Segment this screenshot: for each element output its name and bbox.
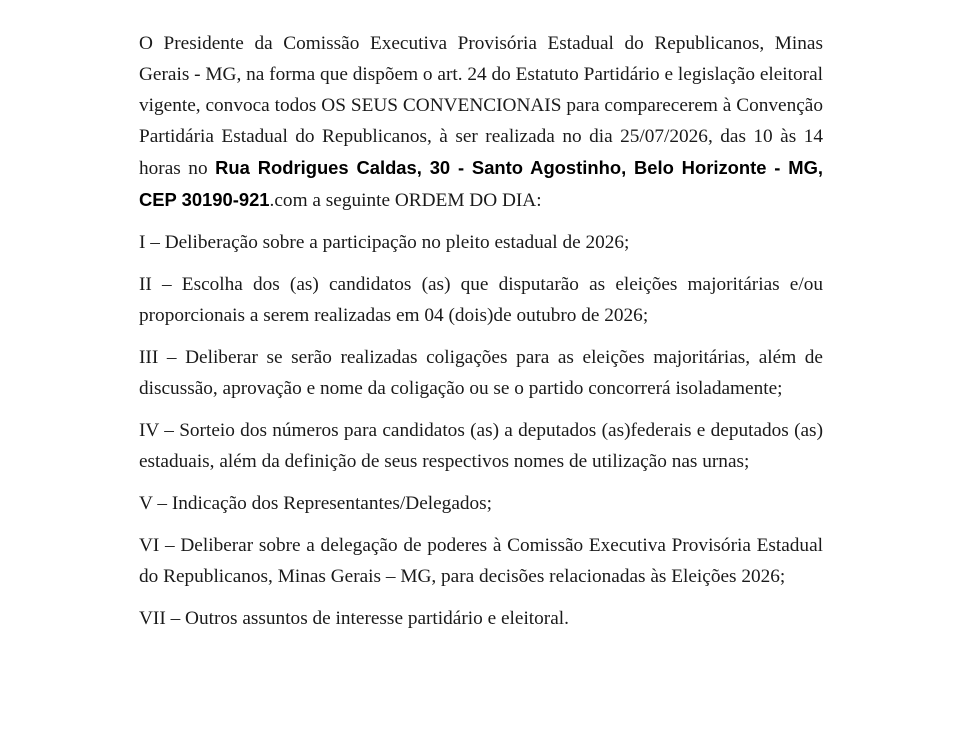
document-body — [139, 28, 823, 645]
intro-text: O Presidente da Comissão Executiva Provisória Estadual do Republicanos, Minas Gerais - MG, na forma que dispõem o art. 24 do Estatuto Partidário e legislação eleitoral vigente, convoca todos OS SEUS CONVENCIONAIS para comparecerem à Convenção Partidária Estadual do Republicanos, à ser realizada no dia 25/07/2026, das 10 às 14 horas no — [139, 33, 823, 179]
agenda-item-2: II – Escolha dos (as) candidatos (as) que disputarão as eleições majoritárias e/ou proporcionais a serem realizadas em 04 (dois)de outubro de 2026; — [139, 274, 823, 326]
agenda-item-6: VI – Deliberar sobre a delegação de poderes à Comissão Executiva Provisória Estadual do Republicanos, Minas Gerais – MG, para decisões relacionadas às Eleições 2026; — [139, 535, 823, 587]
convention-address: Rua Rodrigues Caldas, 30 - Santo Agostinho, Belo Horizonte - MG, CEP 30190-921 — [139, 157, 823, 210]
agenda-item-5: V – Indicação dos Representantes/Delegados; — [139, 493, 493, 514]
intro-paragraph — [139, 28, 823, 216]
intro-text-end: .com a seguinte ORDEM DO DIA: — [269, 190, 542, 211]
agenda-item-3: III – Deliberar se serão realizadas coligações para as eleições majoritárias, além de discussão, aprovação e nome da coligação ou se o partido concorrerá isoladamente; — [139, 347, 823, 399]
agenda-item-1: I – Deliberação sobre a participação no pleito estadual de 2026; — [139, 232, 630, 253]
agenda-item-4: IV – Sorteio dos números para candidatos (as) a deputados (as)federais e deputados (as) estaduais, além da definição de seus respectivos nomes de utilização nas urnas; — [139, 420, 823, 472]
agenda-item-7: VII – Outros assuntos de interesse partidário e eleitoral. — [139, 608, 569, 629]
